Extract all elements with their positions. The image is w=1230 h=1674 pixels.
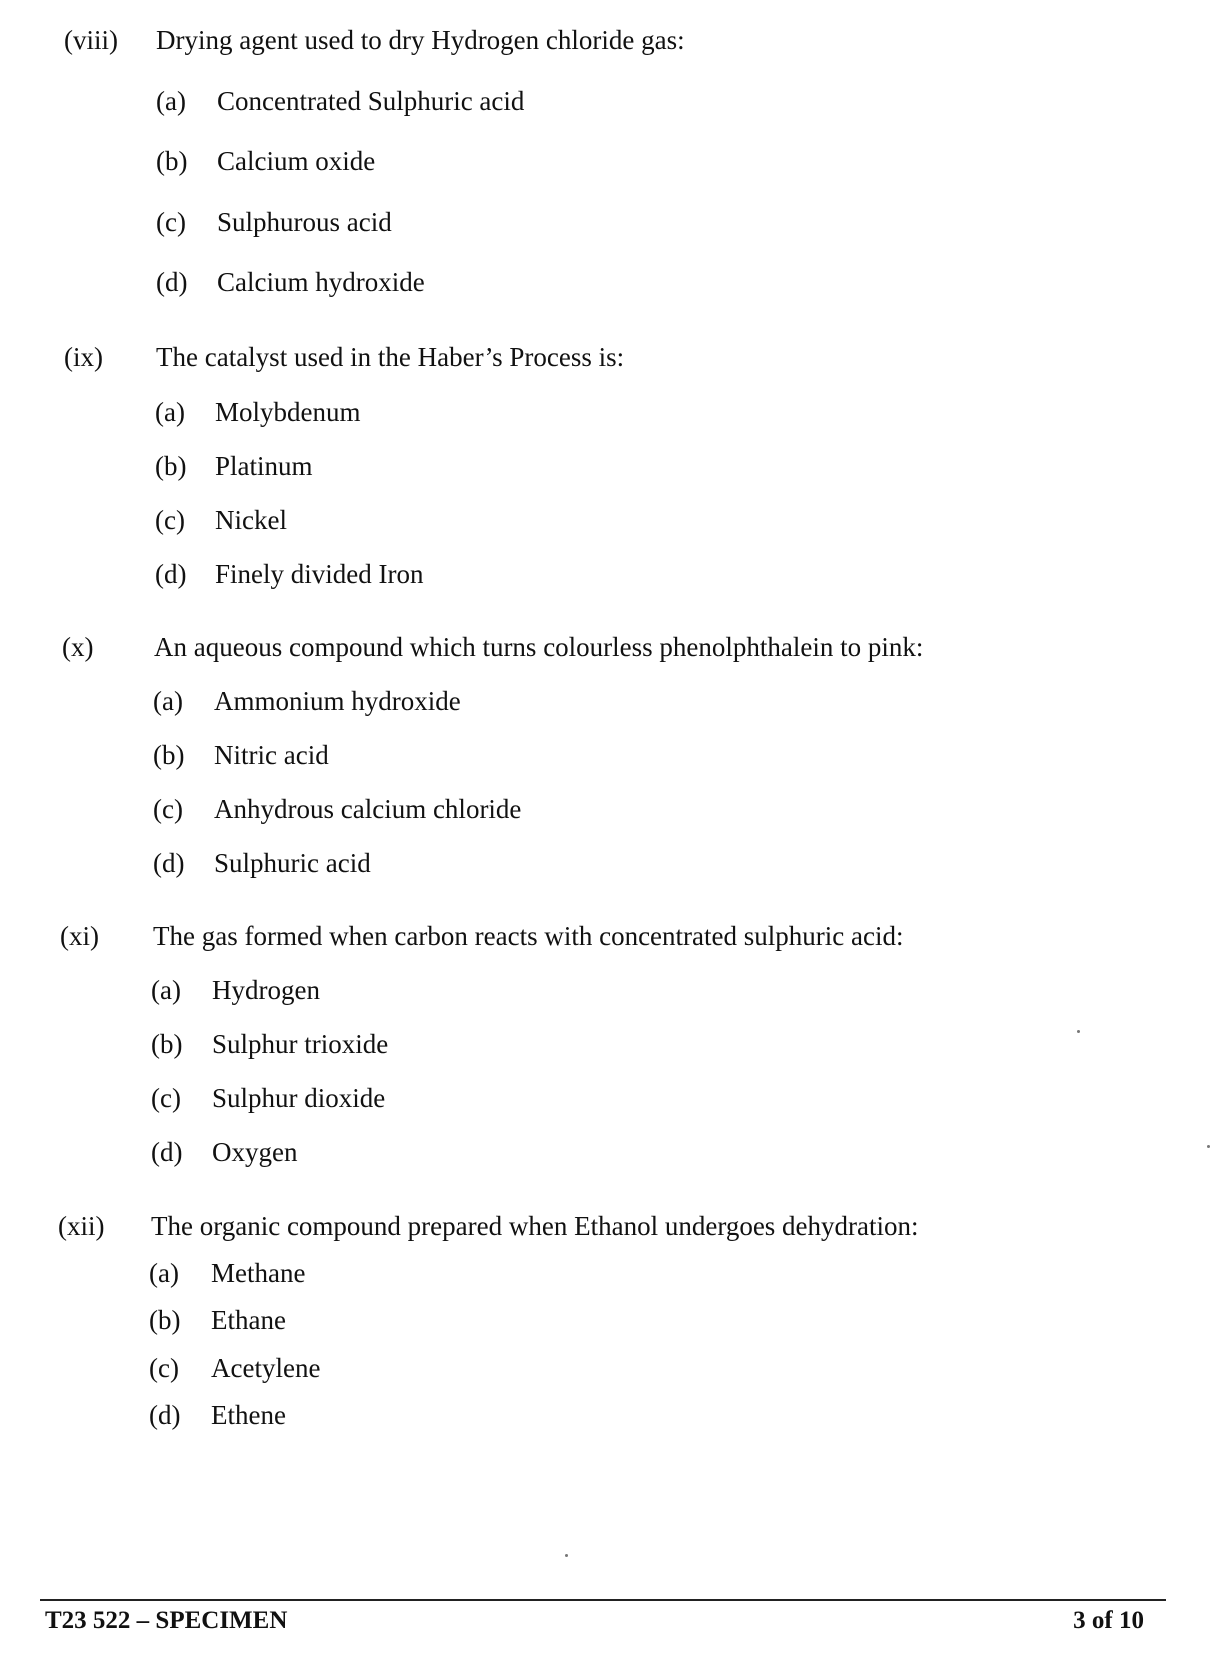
option-text: Nickel [215, 505, 287, 535]
option-text: Sulphur dioxide [212, 1083, 386, 1113]
question-text: The organic compound prepared when Ethanol undergoes dehydration: [151, 1211, 919, 1241]
option-letter: (b) [153, 740, 185, 770]
scan-speck [1207, 1145, 1210, 1148]
option-text: Sulphurous acid [217, 207, 392, 237]
option-letter: (a) [151, 975, 181, 1005]
option-letter: (c) [156, 207, 186, 237]
paper-code: T23 522 – SPECIMEN [45, 1607, 288, 1634]
question-text: Drying agent used to dry Hydrogen chloride gas: [156, 25, 685, 55]
option-letter: (a) [155, 397, 185, 427]
option-letter: (b) [156, 146, 188, 176]
question-text: The catalyst used in the Haber’s Process is: [156, 342, 625, 372]
question-number: (xi) [60, 921, 99, 951]
option-text: Calcium oxide [217, 146, 376, 176]
question-text: An aqueous compound which turns colourless phenolphthalein to pink: [154, 632, 924, 662]
option-letter: (c) [151, 1083, 181, 1113]
option-letter: (a) [153, 686, 183, 716]
option-letter: (c) [153, 794, 183, 824]
question-number: (xii) [58, 1211, 105, 1241]
option-letter: (c) [155, 505, 185, 535]
option-text: Calcium hydroxide [217, 267, 425, 297]
option-letter: (d) [151, 1137, 183, 1167]
option-letter: (d) [156, 267, 188, 297]
option-text: Ammonium hydroxide [214, 686, 461, 716]
option-letter: (d) [153, 848, 185, 878]
option-letter: (d) [155, 559, 187, 589]
option-text: Acetylene [211, 1353, 321, 1383]
option-letter: (a) [156, 86, 186, 116]
question-number: (x) [62, 632, 94, 662]
option-text: Platinum [215, 451, 313, 481]
question-number: (viii) [64, 25, 118, 55]
scan-speck [1077, 1030, 1080, 1033]
option-text: Hydrogen [212, 975, 320, 1005]
option-text: Oxygen [212, 1137, 298, 1167]
option-letter: (b) [151, 1029, 183, 1059]
question-text: The gas formed when carbon reacts with concentrated sulphuric acid: [153, 921, 904, 951]
option-text: Sulphur trioxide [212, 1029, 389, 1059]
option-text: Concentrated Sulphuric acid [217, 86, 525, 116]
question-number: (ix) [64, 342, 103, 372]
option-letter: (b) [149, 1305, 181, 1335]
option-letter: (d) [149, 1400, 181, 1430]
footer-divider [40, 1599, 1166, 1601]
option-letter: (b) [155, 451, 187, 481]
page-number: 3 of 10 [1073, 1607, 1144, 1634]
option-letter: (c) [149, 1353, 179, 1383]
option-text: Finely divided Iron [215, 559, 424, 589]
option-text: Anhydrous calcium chloride [214, 794, 522, 824]
option-text: Ethene [211, 1400, 286, 1430]
scan-speck [565, 1554, 568, 1557]
option-text: Ethane [211, 1305, 286, 1335]
option-text: Sulphuric acid [214, 848, 371, 878]
option-text: Molybdenum [215, 397, 361, 427]
option-text: Methane [211, 1258, 306, 1288]
option-text: Nitric acid [214, 740, 329, 770]
option-letter: (a) [149, 1258, 179, 1288]
